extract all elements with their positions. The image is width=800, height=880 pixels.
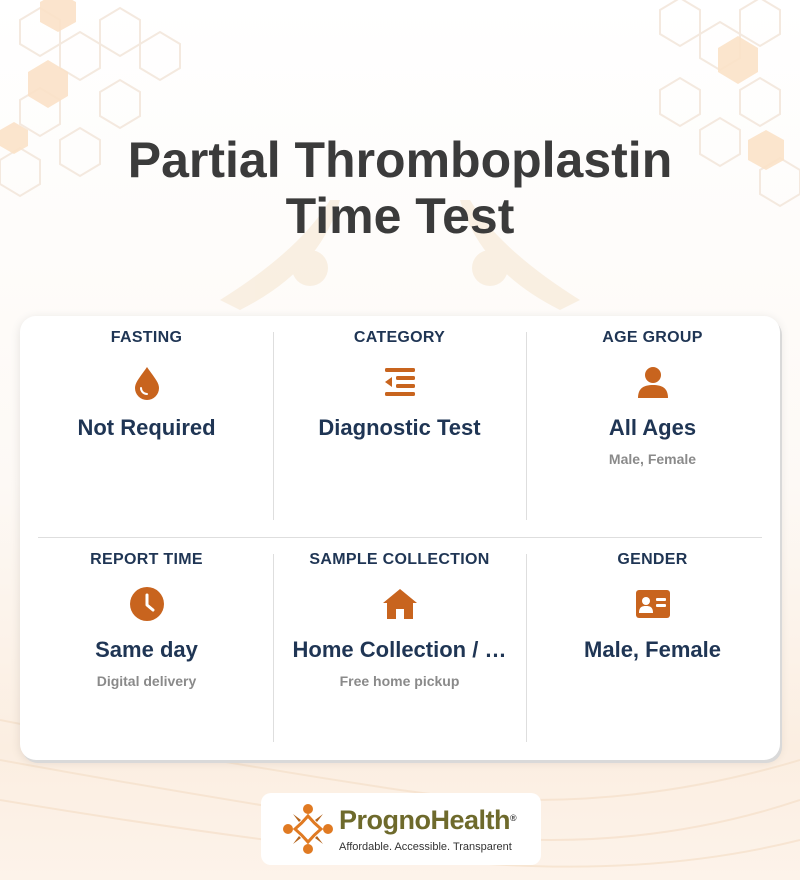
info-subtext: Male, Female — [608, 451, 697, 467]
info-label: AGE GROUP — [602, 329, 703, 346]
info-subtext: Free home pickup — [339, 673, 460, 689]
list-icon — [382, 364, 418, 400]
info-value: Not Required — [77, 415, 216, 440]
info-cell-category — [273, 328, 526, 442]
info-cell-age-group — [526, 328, 779, 468]
info-label: SAMPLE COLLECTION — [309, 551, 490, 568]
drop-icon — [129, 364, 165, 400]
brand-logo — [261, 793, 541, 865]
home-icon — [382, 586, 418, 622]
info-value: Home Collection / … — [292, 637, 507, 662]
logo-figures-icon — [281, 802, 335, 856]
person-icon — [635, 364, 671, 400]
info-cell-report-time — [20, 550, 273, 690]
info-value: Male, Female — [584, 637, 721, 662]
brand-name — [339, 805, 516, 835]
info-value: Diagnostic Test — [318, 415, 481, 440]
title-line-2: Time Test — [285, 188, 515, 244]
registered-mark: ® — [510, 813, 517, 823]
info-cell-fasting — [20, 328, 273, 442]
title-line-1: Partial Thromboplastin — [127, 132, 673, 188]
info-label: REPORT TIME — [90, 551, 203, 568]
brand-tagline: Affordable. Accessible. Transparent — [339, 841, 512, 853]
test-info-card — [20, 316, 780, 760]
divider — [38, 537, 762, 538]
info-label: FASTING — [110, 329, 183, 346]
id-card-icon — [635, 586, 671, 622]
info-label: CATEGORY — [353, 329, 446, 346]
info-subtext: Digital delivery — [96, 673, 197, 689]
info-value: All Ages — [608, 415, 697, 440]
page-title — [0, 132, 800, 244]
clock-icon — [129, 586, 165, 622]
info-label: GENDER — [617, 551, 688, 568]
info-cell-gender — [526, 550, 779, 664]
brand-name-text: PrognoHealth — [339, 805, 511, 835]
info-value: Same day — [95, 637, 198, 662]
info-cell-sample-collection — [273, 550, 526, 690]
